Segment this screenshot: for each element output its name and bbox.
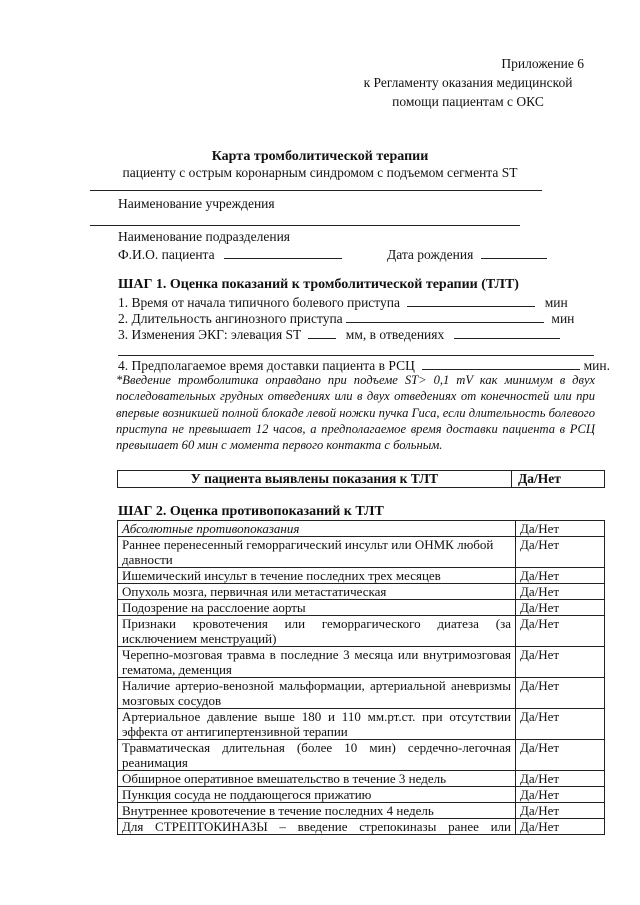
pain-onset-field[interactable]: [407, 293, 535, 307]
birth-date-row: [387, 245, 547, 263]
table-row: [118, 787, 605, 803]
contra-answer[interactable]: Да/Нет: [516, 647, 605, 678]
contra-text: Для СТРЕПТОКИНАЗЫ – введение стрепокиназы ранее или: [118, 819, 516, 835]
contra-answer[interactable]: Да/Нет: [516, 771, 605, 787]
table-row: [118, 819, 605, 835]
indication-question: У пациента выявлены показания к ТЛТ: [118, 471, 512, 488]
contra-answer[interactable]: Да/Нет: [516, 819, 605, 835]
contra-text: Обширное оперативное вмешательство в течение 3 недель: [118, 771, 516, 787]
st-elevation-field[interactable]: [308, 325, 336, 339]
contra-text: Подозрение на расслоение аорты: [118, 600, 516, 616]
appendix-number: Приложение 6: [501, 56, 584, 71]
contra-text: Пункция сосуда не поддающегося прижатию: [118, 787, 516, 803]
contra-text: Артериальное давление выше 180 и 110 мм.рт.ст. при отсутствии эффекта от антигипертензивной терапии: [118, 709, 516, 740]
contra-answer[interactable]: Да/Нет: [516, 678, 605, 709]
contraindications-table: [117, 520, 605, 835]
birth-date-field[interactable]: [481, 245, 547, 259]
contra-answer[interactable]: Да/Нет: [516, 537, 605, 568]
angina-duration-field[interactable]: [346, 309, 544, 323]
contra-header: Абсолютные противопоказания: [118, 521, 516, 537]
contra-text: Ишемический инсульт в течение последних трех месяцев: [118, 568, 516, 584]
contra-answer[interactable]: Да/Нет: [516, 568, 605, 584]
step1-title: ШАГ 1. Оценка показаний к тромболитической терапии (ТЛТ): [118, 277, 519, 292]
table-row: [118, 647, 605, 678]
table-row: [118, 584, 605, 600]
contra-text: Признаки кровотечения или геморрагического диатеза (за исключением менструаций): [118, 616, 516, 647]
contra-answer[interactable]: Да/Нет: [516, 600, 605, 616]
table-header-row: [118, 521, 605, 537]
table-row: [118, 600, 605, 616]
divider-top: [90, 190, 542, 191]
contra-answer[interactable]: Да/Нет: [516, 787, 605, 803]
contra-text: Травматическая длительная (более 10 мин) сердечно-легочная реанимация: [118, 740, 516, 771]
step1-item1-label: 1. Время от начала типичного болевого приступа: [118, 295, 400, 310]
step1-item4-label: 4. Предполагаемое время доставки пациента в РСЦ: [118, 358, 415, 373]
page-title: Карта тромболитической терапии: [211, 149, 429, 164]
table-row: [118, 771, 605, 787]
step1-item3-label: 3. Изменения ЭКГ: элевация ST: [118, 327, 302, 342]
table-row: [118, 537, 605, 568]
indication-answer[interactable]: Да/Нет: [512, 471, 605, 488]
table-row: [118, 616, 605, 647]
delivery-time-field[interactable]: [422, 356, 580, 370]
table-row: [118, 740, 605, 771]
step1-item3: [118, 325, 560, 343]
contra-answer[interactable]: Да/Нет: [516, 709, 605, 740]
contra-text: Черепно-мозговая травма в последние 3 месяца или внутримозговая гематома, деменция: [118, 647, 516, 678]
contra-answer[interactable]: Да/Нет: [516, 584, 605, 600]
table-row: [118, 678, 605, 709]
institution-label: Наименование учреждения: [118, 196, 275, 211]
contra-text: Раннее перенесенный геморрагический инсульт или ОНМК любой давности: [118, 537, 516, 568]
patient-name-label: Ф.И.О. пациента: [118, 247, 215, 262]
table-row: [118, 803, 605, 819]
step1-item2-label: 2. Длительность ангинозного приступа: [118, 311, 343, 326]
table-row: [118, 568, 605, 584]
appendix-regulation: к Регламенту оказания медицинской: [363, 75, 573, 90]
contra-answer[interactable]: Да/Нет: [516, 616, 605, 647]
department-label: Наименование подразделения: [118, 229, 291, 244]
indication-result-table: [117, 470, 605, 488]
contra-text: Опухоль мозга, первичная или метастатическая: [118, 584, 516, 600]
step2-title: ШАГ 2. Оценка противопоказаний к ТЛТ: [118, 504, 384, 519]
step1-footnote: *Введение тромболитика оправдано при подъеме ST> 0,1 mV как минимум в двух последовательных грудных отведениях или в двух отведениях от конечностей или при впервые возникшей полной блокаде левой ножки пучка Гиса, если длительность болевого приступа не превышает 12 часов, а предполагаемое время доставки пациента в РСЦ превышает 60 мин с момента первого контакта с больным.: [116, 373, 595, 453]
patient-name-field[interactable]: [224, 245, 342, 259]
birth-date-label: Дата рождения: [387, 247, 474, 262]
contra-text: Внутреннее кровотечение в течение последних 4 недель: [118, 803, 516, 819]
patient-name-row: [118, 245, 342, 263]
step1-item3-leads-label: мм, в отведениях: [345, 327, 445, 342]
contra-answer[interactable]: Да/Нет: [516, 803, 605, 819]
contra-answer[interactable]: Да/Нет: [516, 740, 605, 771]
institution-field[interactable]: [90, 225, 520, 226]
step1-item4-unit: мин.: [583, 358, 610, 373]
appendix-scope: помощи пациентам с ОКС: [392, 94, 544, 109]
page-subtitle: пациенту с острым коронарным синдромом с подъемом сегмента ST: [122, 165, 518, 180]
leads-field[interactable]: [454, 325, 560, 339]
step1-item2-unit: мин: [551, 311, 575, 326]
contra-text: Наличие артерио-венозной мальформации, артериальной аневризмы мозговых сосудов: [118, 678, 516, 709]
appendix-header: [338, 54, 598, 111]
step1-item1-unit: мин: [544, 295, 568, 310]
table-row: [118, 709, 605, 740]
contra-header-answer: Да/Нет: [516, 521, 605, 537]
